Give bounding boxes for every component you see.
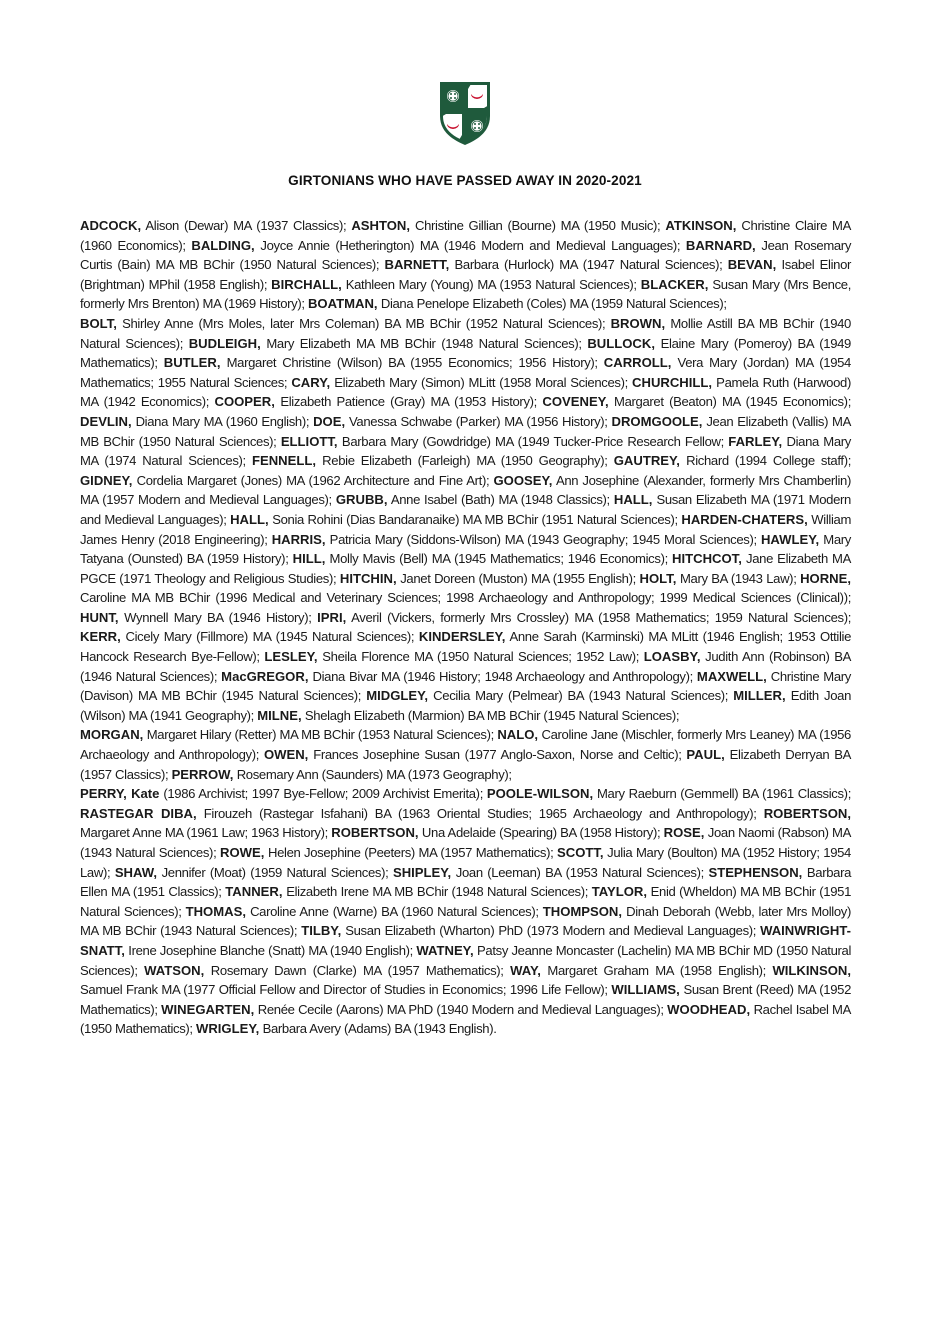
entry-details: William James Henry (2018 Engineering);: [80, 511, 852, 547]
entry-details: Mary Tatyana (Ounsted) BA (1959 History);: [80, 531, 851, 567]
entry-surname: HUNT,: [80, 609, 119, 625]
obituary-paragraph: [80, 216, 851, 314]
entry-details: Cecilia Mary (Pelmear) BA (1943 Natural Sciences);: [428, 688, 734, 704]
entry-surname: HITCHIN,: [339, 570, 397, 586]
entry-surname: WINEGARTEN,: [161, 1001, 255, 1017]
obituary-entry: [614, 453, 851, 468]
entry-surname: WAY,: [510, 962, 541, 978]
entry-surname: ROBERTSON,: [331, 825, 419, 841]
entry-surname: THOMPSON,: [542, 903, 623, 919]
obituary-entry: [281, 434, 728, 449]
entry-surname: ATKINSON,: [665, 218, 737, 233]
entry-details: Irene Josephine Blanche (Snatt) MA (1940 English);: [124, 942, 417, 958]
entry-surname: ADCOCK,: [80, 218, 142, 233]
entry-details: Pamela Ruth (Harwood) MA (1942 Economics);: [80, 374, 851, 410]
entry-details: Kathleen Mary (Young) MA (1953 Natural Sciences);: [341, 276, 641, 292]
entry-details: Caroline Anne (Warne) BA (1960 Natural Sciences);: [245, 903, 543, 919]
entry-surname: ROWE,: [219, 845, 265, 860]
obituary-entry: [510, 963, 772, 978]
entry-surname: MILNE,: [257, 707, 302, 723]
obituary-entry: [80, 218, 351, 233]
obituary-entry: [257, 708, 679, 723]
entry-details: Margaret Christine (Wilson) BA (1955 Economics; 1956 History);: [220, 355, 604, 371]
entry-surname: BALDING,: [191, 237, 255, 253]
obituary-entry: [230, 512, 681, 527]
entry-surname: TAYLOR,: [591, 884, 647, 900]
entry-details: Janet Doreen (Muston) MA (1955 English);: [396, 570, 640, 586]
entry-surname: SHAW,: [114, 864, 158, 880]
obituary-entry: [317, 610, 851, 625]
entry-surname: PAUL,: [686, 747, 725, 763]
entry-surname: HAWLEY,: [760, 531, 820, 547]
entry-surname: ROBERTSON,: [763, 805, 851, 821]
obituary-paragraph: [80, 784, 851, 1039]
entry-surname: WOODHEAD,: [667, 1001, 751, 1017]
entry-surname: CARROLL,: [603, 355, 672, 371]
entry-surname: BOLT,: [80, 315, 117, 331]
entry-surname: GRUBB,: [335, 492, 388, 508]
entry-details: Renée Cecile (Aarons) MA PhD (1940 Modern and Medieval Languages);: [254, 1001, 668, 1017]
entry-surname: HILL,: [292, 551, 326, 567]
entry-details: Shirley Anne (Mrs Moles, later Mrs Coleman) BA MB BChir (1952 Natural Sciences);: [116, 315, 611, 331]
entry-surname: ASHTON,: [351, 218, 410, 233]
entry-details: Caroline Jane (Mischler, formerly Mrs Leaney) MA (1956 Archaeology and Anthropology);: [80, 727, 851, 763]
obituary-entry: [80, 786, 487, 801]
entry-details: Elizabeth Mary (Simon) MLitt (1958 Moral Sciences);: [330, 374, 633, 390]
entry-details: Christine Mary (Davison) MA MB BChir (1945 Natural Sciences);: [80, 668, 851, 704]
entry-details: Jean Elizabeth (Vallis) MA MB BChir (1950 Natural Sciences);: [80, 413, 851, 449]
entry-details: Sheila Florence MA (1950 Natural Sciences; 1952 Law);: [317, 649, 644, 665]
entry-details: Dinah Deborah (Webb, later Mrs Molloy) MA MB BChir (1943 Natural Sciences);: [80, 903, 851, 939]
obituary-entry: [351, 218, 665, 233]
entry-details: Anne Sarah (Karminski) MA MLitt (1946 English; 1953 Ottilie Hancock Research Bye-Fellow);: [80, 629, 852, 665]
entry-details: Christine Claire MA (1960 Economics);: [80, 218, 851, 253]
entry-surname: WILLIAMS,: [611, 982, 680, 998]
entry-details: Elaine Mary (Pomeroy) BA (1949 Mathematics);: [80, 335, 851, 371]
entry-surname: LOASBY,: [643, 649, 701, 665]
entry-surname: BEVAN,: [727, 257, 777, 273]
entry-surname: CARY,: [291, 374, 331, 390]
entry-surname: BLACKER,: [640, 276, 709, 292]
entry-surname: COVENEY,: [542, 394, 609, 410]
obituary-entry: [252, 453, 614, 468]
entry-surname: HALL,: [230, 511, 269, 527]
entry-surname: HORNE,: [800, 570, 852, 586]
entry-details: (1986 Archivist; 1997 Bye-Fellow; 2009 Archivist Emerita);: [159, 786, 487, 802]
entry-surname: FENNELL,: [251, 453, 316, 469]
entry-details: Joan Naomi (Rabson) MA (1943 Natural Sciences);: [80, 825, 851, 860]
entry-surname: MacGREGOR,: [221, 668, 309, 684]
obituary-entry: [393, 865, 708, 880]
entry-surname: KINDERSLEY,: [418, 629, 506, 645]
entry-details: Margaret Graham MA (1958 English);: [540, 962, 773, 978]
entry-surname: HALL,: [613, 492, 653, 508]
entry-surname: DOE,: [313, 413, 346, 429]
entry-details: Elizabeth Derryan BA (1957 Classics);: [80, 747, 851, 782]
obituary-entry: [385, 257, 728, 272]
entry-surname: BUTLER,: [163, 355, 221, 371]
entry-surname: SCOTT,: [557, 845, 604, 860]
entry-details: Firouzeh (Rastegar Isfahani) BA (1963 Oriental Studies; 1965 Archaeology and Anthropology);: [196, 805, 764, 821]
entry-details: Diana Penelope Elizabeth (Coles) MA (1959 Natural Sciences);: [377, 296, 727, 312]
entry-surname: PERRY, Kate: [80, 786, 160, 802]
entry-details: Mary BA (1943 Law);: [676, 570, 801, 586]
entry-details: Judith Ann (Robinson) BA (1946 Natural Sciences);: [80, 649, 851, 684]
obituary-entry: [291, 375, 632, 390]
entry-surname: ROSE,: [663, 825, 705, 841]
obituary-entry: [271, 277, 641, 292]
entry-details: Elizabeth Irene MA MB BChir (1948 Natural Sciences);: [282, 884, 592, 900]
obituary-list: [80, 216, 851, 1039]
obituary-entry: [161, 1002, 667, 1017]
entry-details: Caroline MA MB BChir (1996 Medical and Veterinary Sciences; 1998 Archaeology and Anthropology; 1999 Medical Sciences (Clinical));: [80, 590, 851, 606]
entry-surname: DROMGOOLE,: [611, 413, 703, 429]
entry-details: Margaret Hilary (Retter) MA MB BChir (1953 Natural Sciences);: [143, 727, 498, 743]
obituary-paragraph: [80, 314, 851, 725]
entry-details: Mary Raeburn (Gemmell) BA (1961 Classics);: [593, 786, 851, 802]
obituary-entry: [80, 610, 317, 625]
entry-surname: BUDLEIGH,: [188, 335, 261, 351]
entry-surname: BARNARD,: [685, 237, 756, 253]
obituary-paragraph: [80, 725, 851, 784]
obituary-entry: [542, 394, 851, 409]
entry-surname: CHURCHILL,: [632, 374, 713, 390]
obituary-entry: [336, 492, 614, 507]
entry-surname: NALO,: [497, 727, 539, 743]
entry-surname: TILBY,: [301, 923, 342, 939]
obituary-entry: [221, 669, 697, 684]
entry-surname: HITCHCOT,: [672, 551, 742, 567]
obituary-entry: [272, 532, 761, 547]
obituary-entry: [293, 551, 672, 566]
entry-surname: TANNER,: [225, 884, 283, 900]
entry-surname: GOOSEY,: [493, 472, 553, 488]
entry-details: Cicely Mary (Fillmore) MA (1945 Natural Sciences);: [120, 629, 419, 645]
entry-details: Barbara Ellen MA (1951 Classics);: [80, 864, 852, 900]
entry-surname: WILKINSON,: [772, 962, 851, 978]
entry-details: Rachel Isabel MA (1950 Mathematics);: [80, 1001, 851, 1037]
entry-surname: HOLT,: [639, 570, 677, 586]
obituary-entry: [225, 884, 591, 899]
entry-details: Susan Elizabeth (Wharton) PhD (1973 Modern and Medieval Languages);: [341, 923, 761, 939]
entry-surname: OWEN,: [263, 747, 309, 763]
entry-details: Isabel Elinor (Brightman) MPhil (1958 English);: [80, 257, 852, 292]
entry-details: Rosemary Dawn (Clarke) MA (1957 Mathematics);: [204, 962, 511, 978]
obituary-entry: [214, 394, 542, 409]
obituary-entry: [487, 786, 851, 801]
entry-details: Molly Mavis (Bell) MA (1945 Mathematics; 1946 Economics);: [325, 551, 673, 567]
entry-surname: COOPER,: [214, 394, 275, 410]
entry-surname: BIRCHALL,: [271, 276, 342, 292]
entry-surname: MIDGLEY,: [366, 688, 429, 704]
entry-details: Rosemary Ann (Saunders) MA (1973 Geography);: [233, 766, 512, 782]
entry-details: Susan Brent (Reed) MA (1952 Mathematics);: [80, 982, 851, 1017]
entry-details: Alison (Dewar) MA (1937 Classics);: [141, 218, 352, 233]
entry-surname: BULLOCK,: [587, 335, 655, 351]
entry-details: Julia Mary (Boulton) MA (1952 History; 1954 Law);: [80, 845, 851, 880]
entry-details: Joyce Annie (Hetherington) MA (1946 Modern and Medieval Languages);: [254, 237, 686, 253]
obituary-entry: [172, 767, 512, 782]
entry-surname: MILLER,: [733, 688, 786, 704]
entry-details: Diana Bivar MA (1946 History; 1948 Archaeology and Anthropology);: [308, 668, 697, 684]
entry-surname: WATNEY,: [416, 942, 474, 958]
entry-details: Ann Josephine (Alexander, formerly Mrs Chamberlin) MA (1957 Modern and Medieval Languages);: [80, 472, 851, 508]
obituary-entry: [366, 688, 733, 703]
obituary-entry: [164, 355, 604, 370]
obituary-entry: [308, 296, 727, 311]
entry-details: Sonia Rohini (Dias Bandaranaike) MA MB BChir (1951 Natural Sciences);: [268, 511, 682, 527]
entry-details: Cordelia Margaret (Jones) MA (1962 Architecture and Fine Art);: [132, 472, 494, 488]
entry-surname: GAUTREY,: [613, 453, 680, 469]
obituary-entry: [80, 316, 611, 331]
entry-details: Shelagh Elizabeth (Marmion) BA MB BChir (1945 Natural Sciences);: [301, 707, 680, 723]
obituary-entry: [340, 571, 640, 586]
entry-surname: WAINWRIGHT-SNATT,: [80, 923, 851, 958]
obituary-entry: [191, 238, 685, 253]
entry-details: Patsy Jeanne Moncaster (Lachelin) MA MB BChir MD (1950 Natural Sciences);: [80, 942, 851, 978]
entry-surname: IPRI,: [317, 609, 347, 625]
obituary-entry: [80, 473, 493, 488]
entry-surname: FARLEY,: [728, 433, 783, 449]
entry-surname: MORGAN,: [80, 727, 144, 743]
entry-details: Joan (Leeman) BA (1953 Natural Sciences);: [451, 864, 709, 880]
entry-surname: SHIPLEY,: [392, 864, 452, 880]
entry-details: Mary Elizabeth MA MB BChir (1948 Natural Sciences);: [260, 335, 588, 351]
entry-surname: PERROW,: [171, 766, 234, 782]
entry-surname: WRIGLEY,: [195, 1021, 260, 1037]
obituary-entry: [313, 414, 611, 429]
obituary-entry: [115, 865, 393, 880]
entry-details: Barbara Mary (Gowdridge) MA (1949 Tucker-Price Research Fellow;: [337, 433, 729, 449]
entry-surname: BROWN,: [610, 315, 666, 331]
entry-details: Averil (Vickers, formerly Mrs Crossley) MA (1958 Mathematics; 1959 Natural Sciences);: [346, 609, 851, 625]
obituary-entry: [144, 963, 510, 978]
entry-details: Susan Mary (Mrs Bence, formerly Mrs Brenton) MA (1969 History);: [80, 276, 851, 312]
obituary-entry: [186, 904, 543, 919]
obituary-entry: [640, 571, 801, 586]
page-title: GIRTONIANS WHO HAVE PASSED AWAY IN 2020-2021: [288, 173, 642, 188]
entry-surname: POOLE-WILSON,: [486, 786, 594, 802]
entry-surname: BOATMAN,: [307, 296, 378, 312]
entry-details: Diana Mary MA (1960 English);: [131, 413, 314, 429]
entry-surname: HARRIS,: [271, 531, 326, 547]
obituary-entry: [264, 747, 686, 762]
college-crest-icon: [437, 80, 493, 146]
entry-details: Jennifer (Moat) (1959 Natural Sciences);: [157, 864, 393, 880]
entry-surname: GIDNEY,: [80, 472, 133, 488]
entry-details: Mollie Astill BA MB BChir (1940 Natural Sciences);: [80, 315, 851, 351]
entry-details: Elizabeth Patience (Gray) MA (1953 History);: [274, 394, 543, 410]
entry-details: Vera Mary (Jordan) MA (1954 Mathematics; 1955 Natural Sciences;: [80, 355, 851, 390]
entry-details: Barbara (Hurlock) MA (1947 Natural Sciences);: [449, 257, 728, 273]
entry-surname: RASTEGAR DIBA,: [80, 805, 197, 821]
entry-surname: HARDEN-CHATERS,: [681, 511, 808, 527]
obituary-entry: [189, 336, 588, 351]
entry-details: Frances Josephine Susan (1977 Anglo-Saxon, Norse and Celtic);: [308, 747, 687, 763]
entry-details: Una Adelaide (Spearing) BA (1958 History);: [418, 825, 664, 841]
entry-surname: DEVLIN,: [80, 413, 132, 429]
entry-details: Diana Mary MA (1974 Natural Sciences);: [80, 433, 852, 469]
obituary-entry: [196, 1021, 497, 1036]
entry-details: Helen Josephine (Peeters) MA (1957 Mathematics);: [264, 845, 557, 860]
entry-details: Susan Elizabeth MA (1971 Modern and Medieval Languages);: [80, 492, 851, 527]
entry-surname: ELLIOTT,: [280, 433, 338, 449]
obituary-entry: [80, 629, 419, 644]
entry-details: Patricia Mary (Siddons-Wilson) MA (1943 Geography; 1945 Moral Sciences);: [325, 531, 761, 547]
entry-surname: MAXWELL,: [696, 668, 767, 684]
entry-details: Rebie Elizabeth (Farleigh) MA (1950 Geography);: [316, 453, 614, 469]
entry-surname: KERR,: [80, 629, 121, 645]
obituary-entry: [301, 923, 760, 938]
entry-details: Samuel Frank MA (1977 Official Fellow and Director of Studies in Economics; 1996 Life Fellow);: [80, 982, 612, 998]
entry-details: Jean Rosemary Curtis (Bain) MA MB BChir (1950 Natural Sciences);: [80, 237, 852, 273]
entry-details: Christine Gillian (Bourne) MA (1950 Music);: [410, 218, 666, 233]
entry-surname: LESLEY,: [264, 649, 318, 665]
entry-details: Edith Joan (Wilson) MA (1941 Geography);: [80, 688, 852, 723]
entry-details: Wynnell Mary BA (1946 History);: [118, 609, 318, 625]
entry-details: Enid (Wheldon) MA MB BChir (1951 Natural Sciences);: [80, 884, 852, 919]
entry-details: Jane Elizabeth MA PGCE (1971 Theology and Religious Studies);: [80, 551, 851, 586]
obituary-entry: [80, 806, 764, 821]
entry-details: Vanessa Schwabe (Parker) MA (1956 History);: [345, 413, 612, 429]
entry-surname: BARNETT,: [384, 257, 450, 273]
entry-details: Anne Isabel (Bath) MA (1948 Classics);: [387, 492, 614, 508]
entry-details: Richard (1994 College staff);: [679, 453, 851, 469]
obituary-entry: [331, 825, 663, 840]
obituary-entry: [80, 727, 497, 742]
entry-details: Barbara Avery (Adams) BA (1943 English).: [259, 1021, 497, 1037]
entry-details: Margaret (Beaton) MA (1945 Economics);: [608, 394, 851, 410]
obituary-entry: [80, 414, 313, 429]
entry-details: Margaret Anne MA (1961 Law; 1963 History);: [80, 825, 332, 841]
entry-surname: THOMAS,: [185, 903, 246, 919]
obituary-entry: [220, 845, 557, 860]
obituary-entry: [264, 649, 643, 664]
entry-surname: STEPHENSON,: [708, 864, 803, 880]
entry-surname: WATSON,: [144, 962, 205, 978]
